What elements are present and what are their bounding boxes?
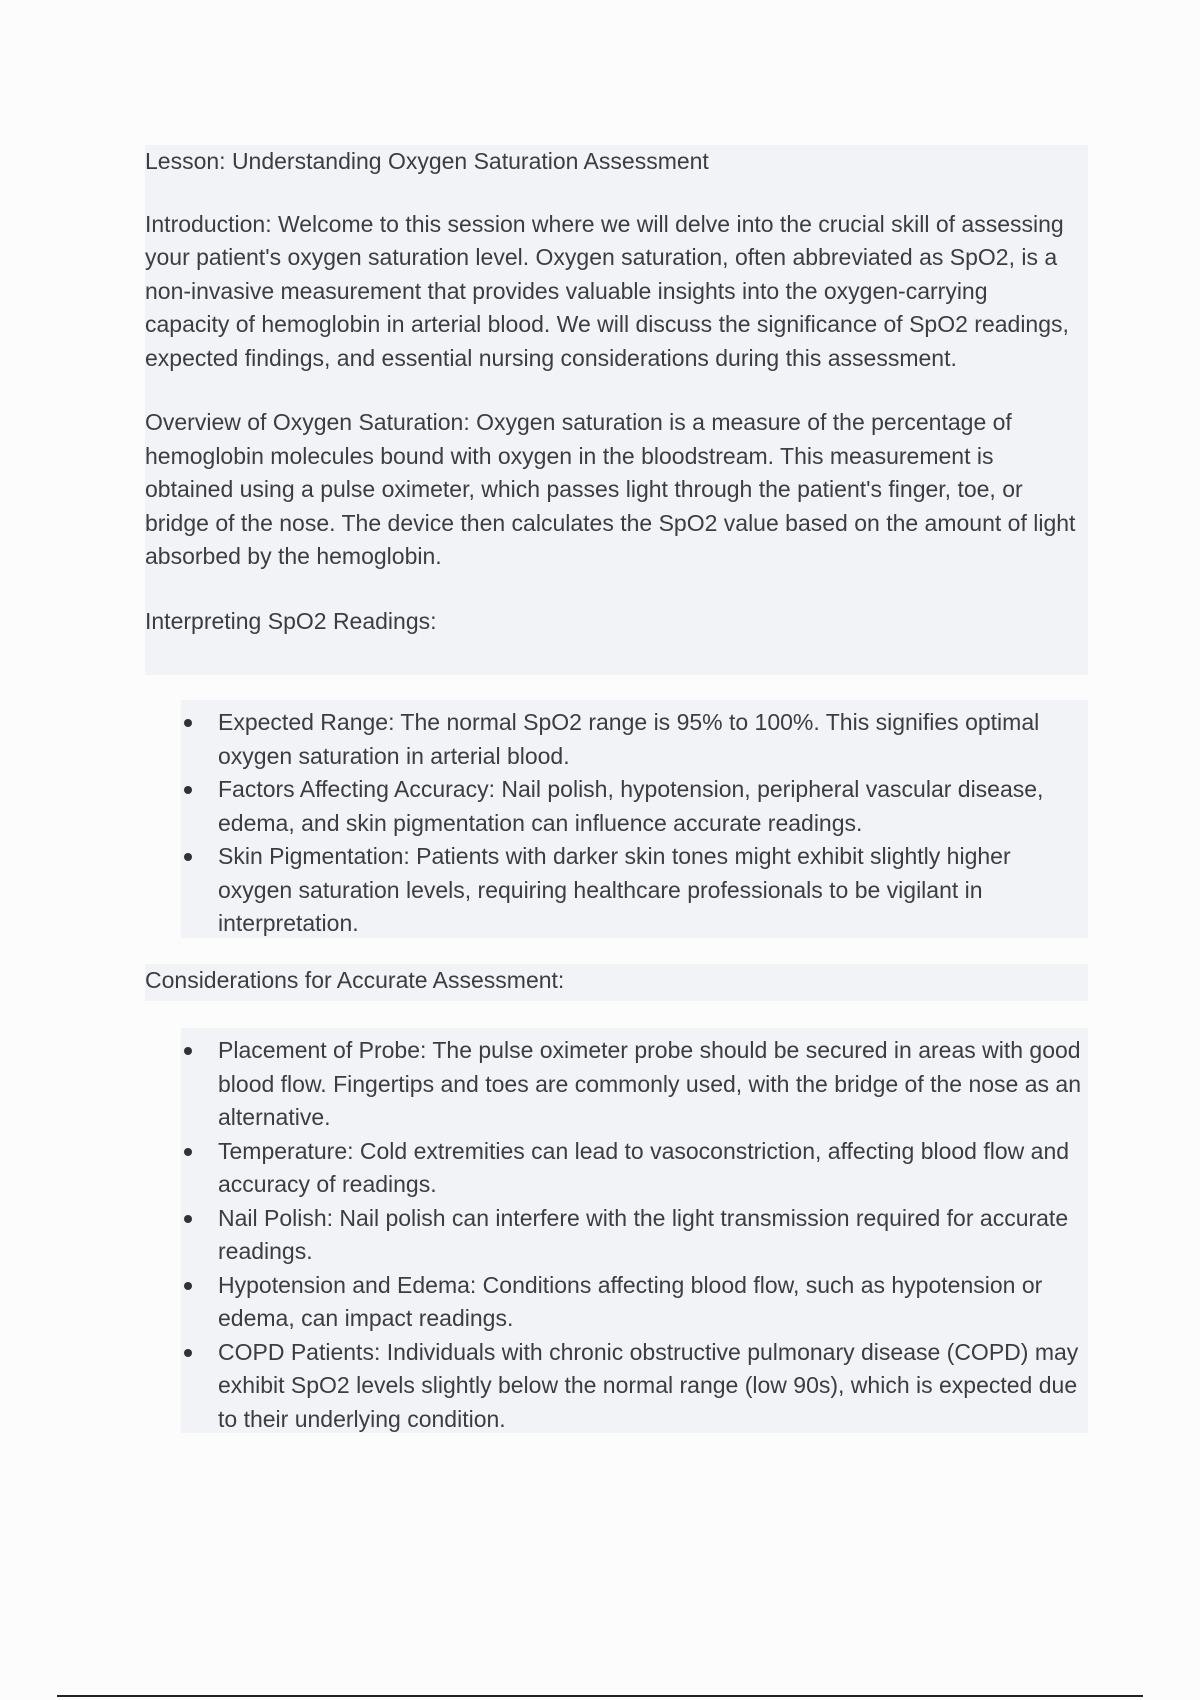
overview-paragraph: Overview of Oxygen Saturation: Oxygen saturation is a measure of the percentage of hemoglobin molecules bound with oxygen in the bloodstream. This measurement is obtained using a pulse oximeter, which passes light through the patient's finger, toe, or bridge of the nose. The device then calculates the SpO2 value based on the amount of light absorbed by the hemoglobin. [145,409,1076,569]
bullet-icon [184,719,192,727]
list-item: Placement of Probe: The pulse oximeter probe should be secured in areas with good blood flow. Fingertips and toes are commonly used, with the bridge of the nose as an alternative. [181,1034,1088,1135]
footer-divider [57,1695,1143,1697]
list-item: COPD Patients: Individuals with chronic obstructive pulmonary disease (COPD) may exhibit SpO2 levels slightly below the normal range (low 90s), which is expected due to their underlying condition. [181,1336,1088,1437]
bullet-icon [184,1282,192,1290]
list-item: Nail Polish: Nail polish can interfere with the light transmission required for accurate readings. [181,1202,1088,1269]
interpreting-list-block [181,700,1088,938]
interpreting-list [181,700,1088,947]
list-item: Factors Affecting Accuracy: Nail polish, hypotension, peripheral vascular disease, edema, and skin pigmentation can influence accurate readings. [181,773,1088,840]
lesson-main-block [145,145,1088,675]
considerations-list-block [181,1028,1088,1433]
list-item: Temperature: Cold extremities can lead to vasoconstriction, affecting blood flow and accuracy of readings. [181,1135,1088,1202]
bullet-icon [184,786,192,794]
bullet-icon [184,1047,192,1055]
considerations-heading: Considerations for Accurate Assessment: [145,967,565,993]
list-item: Skin Pigmentation: Patients with darker skin tones might exhibit slightly higher oxygen saturation levels, requiring healthcare professionals to be vigilant in interpretation. [181,840,1088,941]
bullet-icon [184,1215,192,1223]
list-item: Hypotension and Edema: Conditions affecting blood flow, such as hypotension or edema, can impact readings. [181,1269,1088,1336]
bullet-icon [184,1349,192,1357]
list-item: Expected Range: The normal SpO2 range is 95% to 100%. This signifies optimal oxygen saturation in arterial blood. [181,706,1088,773]
bullet-icon [184,1148,192,1156]
lesson-title: Lesson: Understanding Oxygen Saturation Assessment [145,148,709,174]
considerations-heading-block [145,964,1088,1001]
considerations-list [181,1028,1088,1442]
bullet-icon [184,853,192,861]
introduction-paragraph: Introduction: Welcome to this session where we will delve into the crucial skill of assessing your patient's oxygen saturation level. Oxygen saturation, often abbreviated as SpO2, is a non-invasive measurement that provides valuable insights into the oxygen-carrying capacity of hemoglobin in arterial blood. We will discuss the significance of SpO2 readings, expected findings, and essential nursing considerations during this assessment. [145,210,1069,371]
interpreting-heading: Interpreting SpO2 Readings: [145,607,437,634]
